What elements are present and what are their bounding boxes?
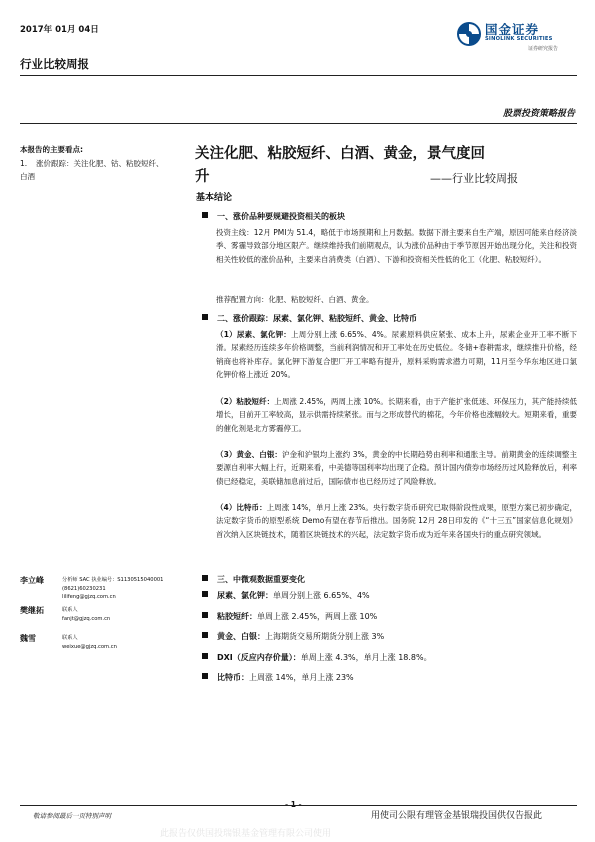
section-heading <box>202 313 417 324</box>
section-rule <box>20 123 577 124</box>
paragraph <box>216 395 577 435</box>
highlight-text: 涨价跟踪：关注化肥、钴、粘胶短纤、白酒 <box>20 159 164 181</box>
item-lead: 黄金、白银： <box>217 632 265 641</box>
logo-name: 国金证券 <box>485 22 540 37</box>
analyst-email[interactable]: weixue@gjzq.com.cn <box>62 643 117 650</box>
conclusion-heading: 基本结论 <box>196 193 233 203</box>
item-value: 上周涨 14%，单月上涨 23% <box>249 673 354 682</box>
paragraph <box>216 448 577 488</box>
report-title <box>195 143 575 189</box>
item-value: 上海期货交易所期货分别上涨 3% <box>265 632 385 641</box>
logo-mark-icon <box>456 21 482 47</box>
watermark-text: 此报告仅供国投瑞银基金管理有限公司使用 <box>160 829 332 839</box>
logo-english: SINOLINK SECURITIES <box>485 36 553 42</box>
analyst-name: 李立峰 <box>20 576 44 585</box>
highlights-title: 本报告的主要看点: <box>20 145 83 154</box>
analyst-email[interactable]: lilifeng@gjzq.com.cn <box>62 594 116 600</box>
report-date: 2017年 01月 04日 <box>20 25 99 35</box>
department-label: 股票投资策略报告 <box>502 109 575 119</box>
paragraph-body: 上周分别上涨 6.65%、4%。尿素原料供应紧张、成本上升，尿素企业开工率不断下滑。尿素经历连续多年价格调整，当前利润情况和开工率处在历史低位。冬储+春耕需求，继续推升价格，经销商也将补库存。氯化钾下游复合肥厂开工率略有提升，原料采购需求潜力可期，11月至今华东地区进口氯化钾价格上涨近 20%。 <box>216 330 577 379</box>
analyst-email[interactable]: fanjt@gjzq.com.cn <box>62 615 111 622</box>
highlight-item <box>20 157 168 183</box>
section-heading <box>202 574 305 585</box>
paragraph: 推荐配置方向：化肥、粘胶短纤、白酒、黄金。 <box>216 295 374 304</box>
item-lead: DXI（反应内存价量）： <box>217 653 301 662</box>
disclaimer-note: 敬请参阅最后一页特别声明 <box>33 812 111 820</box>
data-change-item <box>202 652 432 664</box>
paragraph-lead: （3）黄金、白银： <box>216 450 282 459</box>
analyst-phone: (8621)60230231 <box>62 585 106 592</box>
item-lead: 尿素、氯化钾： <box>217 591 273 600</box>
paragraph: 投资主线：12月 PMI为 51.4，略低于市场预期和上月数据。数据下滑主要来自生产端，原因可能来自经济淡季、雾霾导致部分地区限产。继续维持我们前期观点，认为涨价品种由于季节原因开始出现分化，关注和投资相关性较低的涨价品种，主要来自消费类（白酒）、下游和投资相关性低的化工（化肥、粘胶短纤）。 <box>216 228 577 264</box>
data-change-item <box>202 590 370 602</box>
square-bullet-icon <box>202 575 208 581</box>
footer-rule <box>20 805 577 806</box>
square-bullet-icon <box>202 591 208 597</box>
paragraph <box>216 328 577 381</box>
analyst-info <box>62 576 202 602</box>
usage-notice: 用使司公限有理管金基银瑞投国供仅告报此 <box>371 811 543 821</box>
paragraph-body: 上周涨 2.45%，两周上涨 10%。长期来看，由于产能扩张低迷、环保压力，其产能持续低增长，目前开工率较高，显示供需持续紧张。而与之形成替代的棉花，今年价格也涨幅较大。短期来看，重要的催化剂是北方雾霾停工。 <box>216 397 578 433</box>
analyst-name: 魏雪 <box>20 634 36 643</box>
report-type: 行业比较周报 <box>20 57 89 71</box>
highlight-number: 1. <box>20 159 28 168</box>
title-line: 关注化肥、粘胶短纤、白酒、黄金，景气度回 <box>195 146 485 162</box>
analyst-info <box>62 606 202 623</box>
paragraph-lead: （4）比特币： <box>216 503 267 512</box>
data-change-item <box>202 631 384 643</box>
section-heading-text: 一、涨价品种要规避投资相关的板块 <box>217 212 345 221</box>
paragraph-lead: （1）尿素、氯化钾： <box>216 330 292 339</box>
item-lead: 比特币： <box>217 673 249 682</box>
item-value: 单周上涨 2.45%，两周上涨 10% <box>257 612 378 621</box>
analyst-name: 樊继拓 <box>20 606 44 615</box>
logo-subtitle: 证券研究报告 <box>528 46 559 52</box>
analyst-info <box>62 634 202 651</box>
section-heading-text: 三、中微观数据重要变化 <box>217 575 305 584</box>
data-change-item <box>202 672 354 684</box>
paragraph-body: 沪金和沪银均上涨约 3%，黄金的中长期趋势由利率和通胀主导。前期黄金的连续调整主要源自利率大幅上行，近期来看，中美德等国利率均出现了企稳。预计国内债券市场经历过风险释放后，利率债已经稳定，美联储加息前过后，国际债市也已经历过了风险释放。 <box>216 450 577 486</box>
item-lead: 粘胶短纤： <box>217 612 257 621</box>
company-logo <box>456 19 576 55</box>
paragraph <box>216 501 577 541</box>
square-bullet-icon <box>202 632 208 638</box>
square-bullet-icon <box>202 653 208 659</box>
analyst-role: 联系人 <box>62 635 78 641</box>
section-heading-text: 二、涨价跟踪：尿素、氯化钾、粘胶短纤、黄金、比特币 <box>217 314 417 323</box>
square-bullet-icon <box>202 673 208 679</box>
report-subtitle: ——行业比较周报 <box>430 172 518 185</box>
analyst-license: 分析师 SAC 执业编号：S1130515040001 <box>62 577 164 583</box>
section-heading <box>202 211 345 222</box>
square-bullet-icon <box>202 612 208 618</box>
data-change-item <box>202 611 377 623</box>
title-line: 升 <box>195 169 210 185</box>
square-bullet-icon <box>202 314 208 320</box>
item-value: 单周上涨 4.3%，单月上涨 18.8%。 <box>300 653 432 662</box>
paragraph-lead: （2）粘胶短纤： <box>216 397 275 406</box>
item-value: 单周分别上涨 6.65%、4% <box>273 591 370 600</box>
paragraph-body: 上周涨 14%，单月上涨 23%。央行数字货币研究已取得阶段性成果，原型方案已初步确定，法定数字货币的原型系统 Demo有望在春节后推出。国务院 12月 28日印发的《“十三五”国家信息化规划》首次纳入区块链技术，随着区块链技术的兴起，法定数字货币成为近年来各国央行的重点研究领域。 <box>216 503 577 539</box>
square-bullet-icon <box>202 212 208 218</box>
header-rule <box>20 75 577 76</box>
analyst-role: 联系人 <box>62 607 78 613</box>
